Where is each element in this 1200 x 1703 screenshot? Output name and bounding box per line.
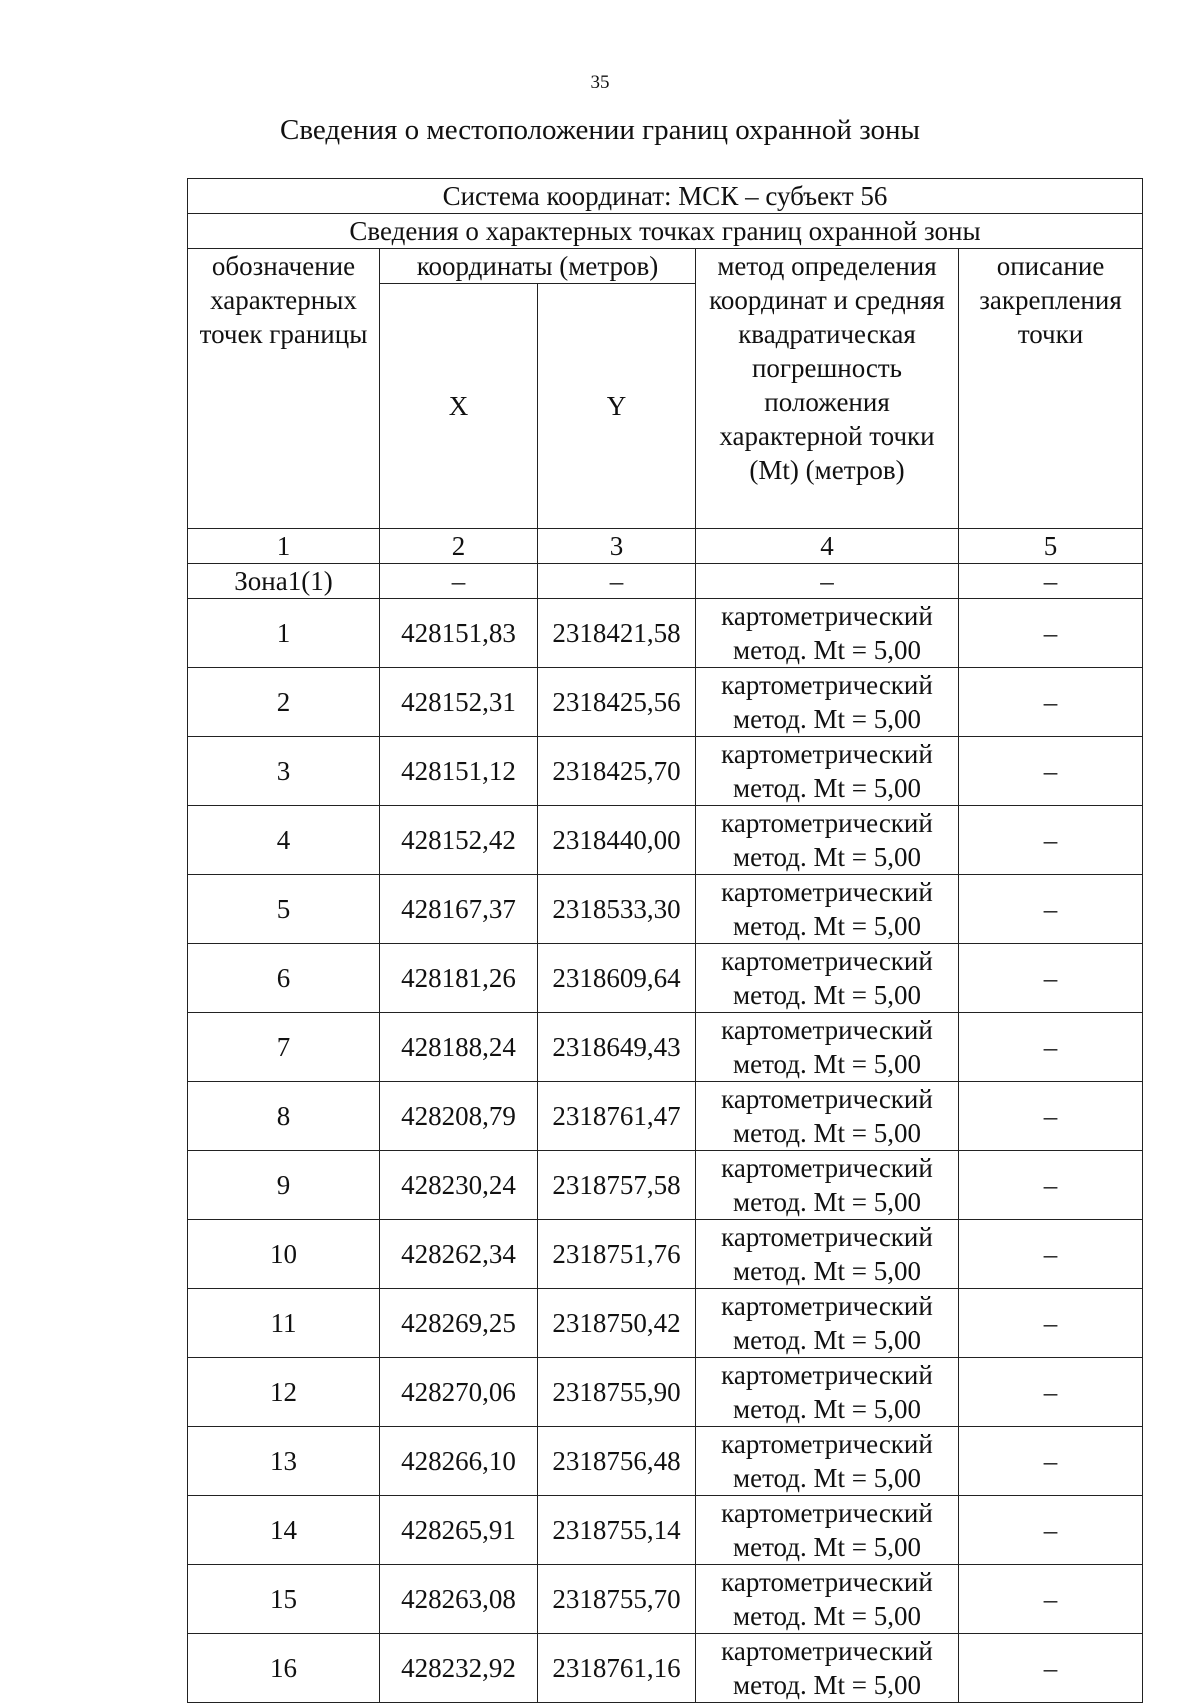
cell-method xyxy=(696,806,959,875)
table-row xyxy=(188,1358,1143,1427)
table-row xyxy=(188,1565,1143,1634)
cell-point: 4 xyxy=(188,806,380,875)
method-line-2: метод. Mt = 5,00 xyxy=(733,1670,921,1700)
cell-x: 428266,10 xyxy=(380,1427,538,1496)
cell-x: 428270,06 xyxy=(380,1358,538,1427)
table-row xyxy=(188,1496,1143,1565)
method-line-1: картометрический xyxy=(721,1498,933,1528)
method-line-1: картометрический xyxy=(721,1291,933,1321)
cell-point: 12 xyxy=(188,1358,380,1427)
table-row xyxy=(188,737,1143,806)
cell-description: – xyxy=(959,1565,1143,1634)
zone-row xyxy=(188,564,1143,599)
cell-x: 428230,24 xyxy=(380,1151,538,1220)
cell-description: – xyxy=(959,1427,1143,1496)
method-line-1: картометрический xyxy=(721,601,933,631)
table-row xyxy=(188,1013,1143,1082)
cell-description: – xyxy=(959,1082,1143,1151)
column-number: 1 xyxy=(188,529,380,564)
table-row xyxy=(188,1634,1143,1703)
cell-point: 10 xyxy=(188,1220,380,1289)
cell-x: 428152,31 xyxy=(380,668,538,737)
document-title: Сведения о местоположении границ охранной зоны xyxy=(279,114,920,146)
cell-x: 428167,37 xyxy=(380,875,538,944)
cell-description: – xyxy=(959,944,1143,1013)
table-row xyxy=(188,1082,1143,1151)
cell-point: 7 xyxy=(188,1013,380,1082)
cell-x: 428188,24 xyxy=(380,1013,538,1082)
page-number: 35 xyxy=(590,72,610,93)
zone-cell: – xyxy=(380,564,538,599)
cell-description: – xyxy=(959,1151,1143,1220)
cell-description: – xyxy=(959,1496,1143,1565)
cell-y: 2318756,48 xyxy=(538,1427,696,1496)
cell-method xyxy=(696,1151,959,1220)
cell-x: 428265,91 xyxy=(380,1496,538,1565)
cell-x: 428151,12 xyxy=(380,737,538,806)
method-line-1: картометрический xyxy=(721,1015,933,1045)
cell-y: 2318609,64 xyxy=(538,944,696,1013)
cell-point: 1 xyxy=(188,599,380,668)
column-number: 2 xyxy=(380,529,538,564)
header-method: метод определения координат и средняя квадратическая погрешность положения характерной точки (Mt) (метров) xyxy=(696,249,959,529)
zone-cell: – xyxy=(696,564,959,599)
cell-method xyxy=(696,1634,959,1703)
table-row xyxy=(188,1151,1143,1220)
cell-point: 5 xyxy=(188,875,380,944)
cell-description: – xyxy=(959,1634,1143,1703)
cell-method xyxy=(696,875,959,944)
method-line-2: метод. Mt = 5,00 xyxy=(733,635,921,665)
zone-cell: – xyxy=(538,564,696,599)
header-x: X xyxy=(380,284,538,529)
table-row xyxy=(188,806,1143,875)
cell-y: 2318761,47 xyxy=(538,1082,696,1151)
table-subtitle: Сведения о характерных точках границ охранной зоны xyxy=(188,214,1143,249)
table-row xyxy=(188,944,1143,1013)
method-line-2: метод. Mt = 5,00 xyxy=(733,704,921,734)
cell-x: 428232,92 xyxy=(380,1634,538,1703)
cell-y: 2318440,00 xyxy=(538,806,696,875)
method-line-2: метод. Mt = 5,00 xyxy=(733,1394,921,1424)
header-coordinates: координаты (метров) xyxy=(380,249,696,284)
header-row xyxy=(188,249,1143,284)
method-line-2: метод. Mt = 5,00 xyxy=(733,842,921,872)
cell-x: 428262,34 xyxy=(380,1220,538,1289)
cell-method xyxy=(696,668,959,737)
coordinate-system-label: Система координат: МСК – субъект 56 xyxy=(188,179,1143,214)
cell-x: 428208,79 xyxy=(380,1082,538,1151)
cell-method xyxy=(696,599,959,668)
header-description: описание закрепления точки xyxy=(959,249,1143,529)
cell-point: 3 xyxy=(188,737,380,806)
cell-y: 2318751,76 xyxy=(538,1220,696,1289)
cell-y: 2318757,58 xyxy=(538,1151,696,1220)
cell-y: 2318755,70 xyxy=(538,1565,696,1634)
method-line-2: метод. Mt = 5,00 xyxy=(733,773,921,803)
method-line-2: метод. Mt = 5,00 xyxy=(733,911,921,941)
cell-description: – xyxy=(959,737,1143,806)
coordinates-table xyxy=(187,178,1143,1703)
cell-y: 2318533,30 xyxy=(538,875,696,944)
cell-y: 2318421,58 xyxy=(538,599,696,668)
cell-point: 14 xyxy=(188,1496,380,1565)
method-line-2: метод. Mt = 5,00 xyxy=(733,980,921,1010)
cell-y: 2318649,43 xyxy=(538,1013,696,1082)
cell-point: 13 xyxy=(188,1427,380,1496)
cell-x: 428152,42 xyxy=(380,806,538,875)
method-line-1: картометрический xyxy=(721,808,933,838)
method-line-1: картометрический xyxy=(721,946,933,976)
method-line-1: картометрический xyxy=(721,670,933,700)
header-y: Y xyxy=(538,284,696,529)
cell-description: – xyxy=(959,599,1143,668)
cell-method xyxy=(696,1013,959,1082)
cell-y: 2318750,42 xyxy=(538,1289,696,1358)
method-line-2: метод. Mt = 5,00 xyxy=(733,1463,921,1493)
cell-y: 2318755,14 xyxy=(538,1496,696,1565)
cell-y: 2318425,56 xyxy=(538,668,696,737)
table-row xyxy=(188,1289,1143,1358)
method-line-1: картометрический xyxy=(721,877,933,907)
column-numbers-row xyxy=(188,529,1143,564)
column-number: 4 xyxy=(696,529,959,564)
method-line-1: картометрический xyxy=(721,1429,933,1459)
cell-method xyxy=(696,944,959,1013)
table-row xyxy=(188,599,1143,668)
cell-point: 2 xyxy=(188,668,380,737)
cell-method xyxy=(696,1427,959,1496)
cell-method xyxy=(696,1496,959,1565)
cell-x: 428269,25 xyxy=(380,1289,538,1358)
cell-y: 2318761,16 xyxy=(538,1634,696,1703)
method-line-2: метод. Mt = 5,00 xyxy=(733,1187,921,1217)
zone-cell: – xyxy=(959,564,1143,599)
table-row xyxy=(188,1220,1143,1289)
cell-point: 15 xyxy=(188,1565,380,1634)
cell-method xyxy=(696,1289,959,1358)
cell-point: 9 xyxy=(188,1151,380,1220)
header-point: обозначение характерных точек границы xyxy=(188,249,380,529)
cell-description: – xyxy=(959,1289,1143,1358)
method-line-1: картометрический xyxy=(721,1636,933,1666)
method-line-2: метод. Mt = 5,00 xyxy=(733,1325,921,1355)
method-line-2: метод. Mt = 5,00 xyxy=(733,1256,921,1286)
cell-description: – xyxy=(959,1013,1143,1082)
cell-method xyxy=(696,1220,959,1289)
cell-y: 2318425,70 xyxy=(538,737,696,806)
method-line-1: картометрический xyxy=(721,1222,933,1252)
cell-x: 428181,26 xyxy=(380,944,538,1013)
cell-point: 11 xyxy=(188,1289,380,1358)
method-line-1: картометрический xyxy=(721,1153,933,1183)
table-subtitle-row xyxy=(188,214,1143,249)
cell-method xyxy=(696,1565,959,1634)
method-line-2: метод. Mt = 5,00 xyxy=(733,1601,921,1631)
cell-description: – xyxy=(959,668,1143,737)
cell-method xyxy=(696,1358,959,1427)
cell-point: 8 xyxy=(188,1082,380,1151)
cell-description: – xyxy=(959,1358,1143,1427)
cell-x: 428263,08 xyxy=(380,1565,538,1634)
method-line-1: картометрический xyxy=(721,1360,933,1390)
table-row xyxy=(188,1427,1143,1496)
method-line-1: картометрический xyxy=(721,1084,933,1114)
zone-label: Зона1(1) xyxy=(188,564,380,599)
method-line-1: картометрический xyxy=(721,1567,933,1597)
table-row xyxy=(188,875,1143,944)
table-row xyxy=(188,668,1143,737)
column-number: 3 xyxy=(538,529,696,564)
cell-description: – xyxy=(959,875,1143,944)
method-line-1: картометрический xyxy=(721,739,933,769)
method-line-2: метод. Mt = 5,00 xyxy=(733,1118,921,1148)
cell-description: – xyxy=(959,806,1143,875)
column-number: 5 xyxy=(959,529,1143,564)
coordinate-system-row xyxy=(188,179,1143,214)
cell-point: 6 xyxy=(188,944,380,1013)
method-line-2: метод. Mt = 5,00 xyxy=(733,1532,921,1562)
method-line-2: метод. Mt = 5,00 xyxy=(733,1049,921,1079)
cell-description: – xyxy=(959,1220,1143,1289)
cell-point: 16 xyxy=(188,1634,380,1703)
cell-method xyxy=(696,737,959,806)
cell-method xyxy=(696,1082,959,1151)
cell-y: 2318755,90 xyxy=(538,1358,696,1427)
cell-x: 428151,83 xyxy=(380,599,538,668)
